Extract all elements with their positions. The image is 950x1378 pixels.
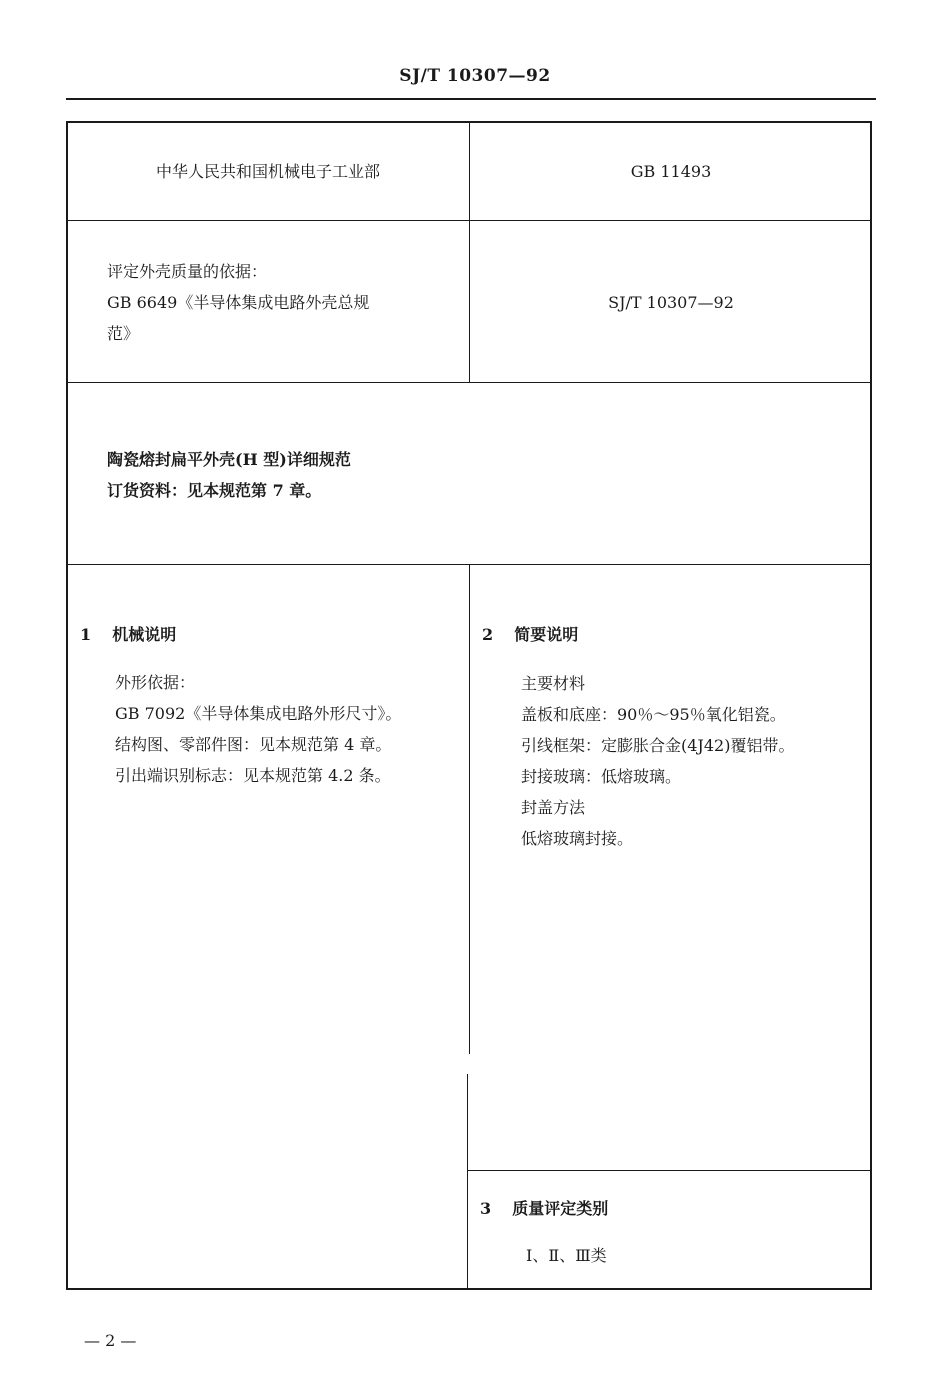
table-row-divider-4 [468,1170,872,1171]
section-1-line: 引出端识别标志：见本规范第 4.2 条。 [115,766,391,785]
section-1-line: GB 7092《半导体集成电路外形尺寸》。 [115,704,402,723]
spec-title-line: 陶瓷熔封扁平外壳(H 型)详细规范 [107,450,351,469]
quality-basis-line: GB 6649《半导体集成电路外壳总规 [107,293,370,312]
table-column-divider-mid [469,564,470,1054]
national-standard-cell: GB 11493 [630,162,712,181]
section-1-line: 结构图、零部件图：见本规范第 4 章。 [115,735,392,754]
section-2-line: 封盖方法 [521,798,586,817]
header-standard-code: SJ/T 10307—92 [399,66,551,86]
quality-basis-line: 范》 [107,324,140,343]
issuer-cell: 中华人民共和国机械电子工业部 [155,162,380,181]
section-number: 2 [482,625,494,644]
section-1-body [115,667,465,791]
header-rule [66,98,876,100]
section-2-line: 封接玻璃：低熔玻璃。 [521,767,682,786]
section-3-heading [480,1196,608,1219]
table-column-divider-bottom [467,1074,468,1290]
section-2-line: 主要材料 [521,674,586,693]
section-1-line: 外形依据： [115,673,196,692]
section-2-heading [482,622,578,645]
standard-code-cell: SJ/T 10307—92 [608,293,734,312]
section-2-line: 引线框架：定膨胀合金(4J42)覆铝带。 [521,736,795,755]
quality-basis-line: 评定外壳质量的依据： [107,262,268,281]
table-column-divider-top [469,121,470,383]
section-2-body [521,668,866,854]
section-2-line: 低熔玻璃封接。 [521,829,634,848]
ordering-info-line: 订货资料：见本规范第 7 章。 [107,481,322,500]
quality-basis-cell [107,256,467,349]
section-title: 简要说明 [514,625,579,644]
spec-title-cell [107,444,807,506]
section-number: 1 [80,625,92,644]
section-number: 3 [480,1199,492,1218]
section-2-line: 盖板和底座：90％～95％氧化铝瓷。 [521,705,786,724]
quality-category-value: Ⅰ、Ⅱ、Ⅲ类 [526,1246,607,1265]
section-title: 机械说明 [112,625,177,644]
page-number: — 2 — [84,1331,137,1350]
section-1-heading [80,622,176,645]
section-title: 质量评定类别 [512,1199,609,1218]
